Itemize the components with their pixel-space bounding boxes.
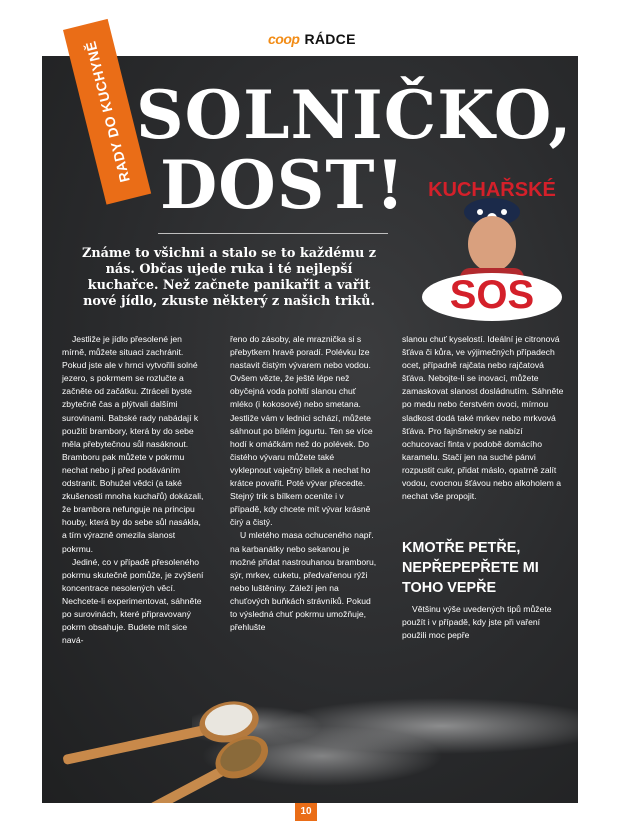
page-number: 10 <box>295 803 317 821</box>
article-column-3 <box>402 333 566 641</box>
ribbon-label: RADY DO KUCHYNĚ <box>81 39 133 185</box>
coop-logo: coop <box>268 31 300 47</box>
headline-line-2: DOST! <box>160 146 406 224</box>
page-header <box>268 30 356 48</box>
column-2-paragraph-1: řeno do zásoby, ale mraznička si s přebytkem hravě poradí. Polévku lze nastavit čistým vývarem nebo vodou. Ovšem vězte, že ještě lépe než obyčejná voda pohltí slanou chuť mléko (i kokosové) nebo smetana. Jestliže vám v lednici schází, můžete sáhnout po bílém jogurtu. Ten se více hodí k omáčkám než do polévek. Do čistého vývaru můžete také vyklepnout vaječný bílek a nechat ho krátce povařit. Poté vývar přecedte. Stejný trik s bílkem oceníte i v případě, kdy chcete mít vývar krásně čirý a čistý. <box>230 334 373 528</box>
column-1-paragraph-1: Jestliže je jídlo přesolené jen mírně, můžete situaci zachránit. Pokud jste ale v hrnci vytvořili solné jezero, s pokrmem se rozlučte a začněte od začátku. Ztráceli byste zbytečně čas a plýtvali dalšími surovinami. Babské rady nabádají k použití brambory, která by do sebe měla přebytečnou sůl nasáknout. Bramboru pak můžete v pokrmu nechat nebo ji před podáváním odstranit. Bohužel vědci (a také zkušenosti mnoha kuchařů) dokázali, že brambora nefunguje na principu houby, která by do sebe sůl nasákla, a tím výrazně omezila slanost pokrmu. <box>62 334 204 554</box>
rubric-title: RÁDCE <box>304 31 356 47</box>
subheading: KMOTŘE PETŘE, NEPŘEPEPŘETE MI TOHO VEPŘE <box>402 540 539 596</box>
headline <box>136 76 573 224</box>
headline-line-1: SOLNIČKO, <box>136 76 573 154</box>
article-column-2 <box>230 333 377 634</box>
badge-sos-text: SOS <box>449 273 535 317</box>
column-2-paragraph-2: U mletého masa ochuceného např. na karbanátky nebo sekanou je možné přidat nastrouhanou bramboru, sýr, mrkev, cuketu, předvařenou rýži nebo luštěniny. Záleží jen na chuťových buňkách strávníků. Pokud to výsledná chuť pokrmu umožňuje, přehlušte <box>230 530 377 633</box>
wooden-spoons-image <box>42 670 322 803</box>
column-3-paragraph-1: slanou chuť kyselostí. Ideální je citronová šťáva či kůra, ve výjimečných případech ocet, případně rajčata nebo rajčatová šťáva. Nebojte-li se inovací, můžete zamaskovat slanost dosládnutím. Sáhněte po medu nebo čerstvém ovoci, mírnou sladkost dodá také mrkev nebo mrkvová šťáva. Pro fajnšmekry se nabízí ochucovací finta v podobě domácího karamelu. Stačí jen na suché pánvi rozpustit cukr, přidat máslo, opatrně zalít vodou, cvocnou šťávou nebo alkoholem a nechat vše propojit. <box>402 334 564 502</box>
intro-paragraph: Známe to všichni a stalo se to každému z nás. Občas ujede ruka i té nejlepší kuchařce. Než začnete panikařit a vařit nové jídlo, zkuste některý z našich triků. <box>82 246 376 309</box>
badge-top-text: KUCHAŘSKÉ <box>428 179 556 201</box>
column-1-paragraph-2: Jediné, co v případě přesoleného pokrmu skutečně pomůže, je zvýšení koncentrace nesolených věcí. Nechcete-li experimentovat, sáhněte po surovinách, které připravovaný pokrm obsahuje. Budete mít sice navá- <box>62 556 204 646</box>
article-column-1 <box>62 333 204 647</box>
headline-divider <box>158 233 388 234</box>
column-3-tail-paragraph: Většinu výše uvedených tipů můžete použít i v případě, kdy jste při vaření použili moc pepře <box>402 604 552 641</box>
